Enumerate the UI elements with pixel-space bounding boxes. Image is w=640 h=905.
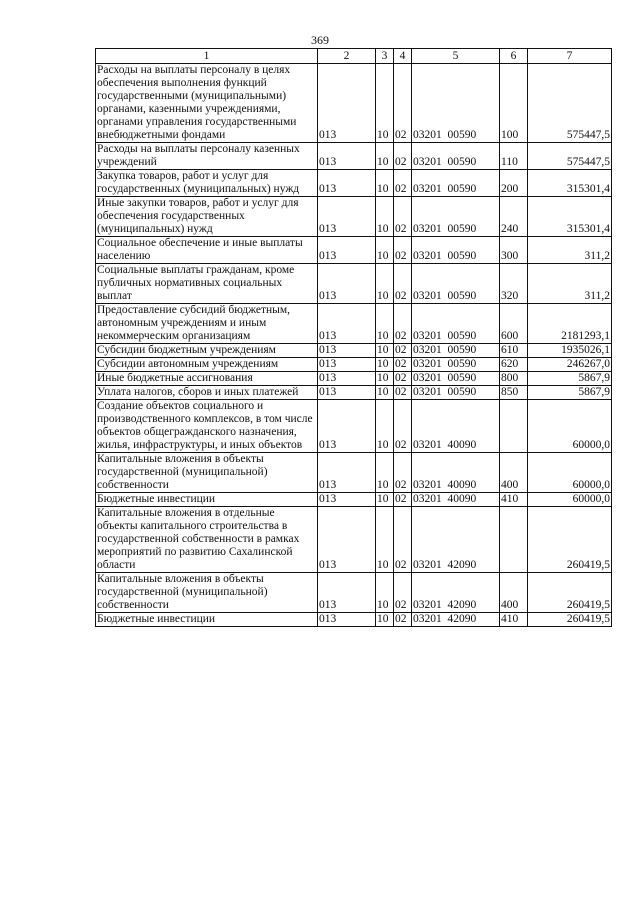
- row-name: Капитальные вложения в объекты государственной (муниципальной) собственности: [96, 573, 318, 613]
- subsection-code: 02: [394, 64, 412, 143]
- page-number: 369: [311, 33, 329, 47]
- target-article-code: 03201 40090: [412, 453, 500, 493]
- expense-type-code: 410: [500, 613, 528, 627]
- amount: 5867,9: [528, 386, 612, 400]
- table-row: [96, 64, 612, 143]
- subsection-code: 02: [394, 197, 412, 237]
- row-name: Расходы на выплаты персоналу в целях обеспечения выполнения функций государственными (муниципальными) органами, казенными учреждениями, органами управления государственными внебюджетными фондами: [96, 64, 318, 143]
- amount: 311,2: [528, 237, 612, 264]
- section-code: 10: [376, 304, 394, 344]
- amount: 2181293,1: [528, 304, 612, 344]
- ministry-code: 013: [318, 64, 376, 143]
- ministry-code: 013: [318, 372, 376, 386]
- ministry-code: 013: [318, 197, 376, 237]
- table-row: [96, 237, 612, 264]
- subsection-code: 02: [394, 237, 412, 264]
- target-article-code: 03201 00590: [412, 372, 500, 386]
- amount: 315301,4: [528, 197, 612, 237]
- target-article-code: 03201 00590: [412, 304, 500, 344]
- amount: 260419,5: [528, 507, 612, 573]
- row-name: Создание объектов социального и производственного комплексов, в том числе объектов общегражданского назначения, жилья, инфраструктуры, и иных объектов: [96, 400, 318, 453]
- ministry-code: 013: [318, 493, 376, 507]
- amount: 246267,0: [528, 358, 612, 372]
- section-code: 10: [376, 386, 394, 400]
- target-article-code: 03201 00590: [412, 237, 500, 264]
- table-row: [96, 372, 612, 386]
- section-code: 10: [376, 372, 394, 386]
- ministry-code: 013: [318, 386, 376, 400]
- section-code: 10: [376, 453, 394, 493]
- subsection-code: 02: [394, 143, 412, 170]
- row-name: Бюджетные инвестиции: [96, 613, 318, 627]
- amount: 260419,5: [528, 573, 612, 613]
- target-article-code: 03201 00590: [412, 197, 500, 237]
- ministry-code: 013: [318, 453, 376, 493]
- table-row: [96, 264, 612, 304]
- table-row: [96, 143, 612, 170]
- row-name: Иные бюджетные ассигнования: [96, 372, 318, 386]
- expense-type-code: [500, 507, 528, 573]
- amount: 575447,5: [528, 64, 612, 143]
- table-row: [96, 613, 612, 627]
- expense-type-code: 610: [500, 344, 528, 358]
- expense-type-code: 800: [500, 372, 528, 386]
- section-code: 10: [376, 358, 394, 372]
- section-code: 10: [376, 573, 394, 613]
- expense-type-code: 850: [500, 386, 528, 400]
- row-name: Бюджетные инвестиции: [96, 493, 318, 507]
- row-name: Уплата налогов, сборов и иных платежей: [96, 386, 318, 400]
- row-name: Социальное обеспечение и иные выплаты населению: [96, 237, 318, 264]
- table-row: [96, 453, 612, 493]
- row-name: Капитальные вложения в объекты государственной (муниципальной) собственности: [96, 453, 318, 493]
- amount: 60000,0: [528, 453, 612, 493]
- column-header: 1: [96, 49, 318, 64]
- section-code: 10: [376, 493, 394, 507]
- expense-type-code: 410: [500, 493, 528, 507]
- section-code: 10: [376, 264, 394, 304]
- target-article-code: 03201 00590: [412, 64, 500, 143]
- table-row: [96, 358, 612, 372]
- section-code: 10: [376, 344, 394, 358]
- expense-type-code: 620: [500, 358, 528, 372]
- ministry-code: 013: [318, 344, 376, 358]
- table-row: [96, 170, 612, 197]
- row-name: Закупка товаров, работ и услуг для государственных (муниципальных) нужд: [96, 170, 318, 197]
- target-article-code: 03201 00590: [412, 264, 500, 304]
- section-code: 10: [376, 507, 394, 573]
- subsection-code: 02: [394, 573, 412, 613]
- ministry-code: 013: [318, 237, 376, 264]
- target-article-code: 03201 00590: [412, 386, 500, 400]
- row-name: Субсидии бюджетным учреждениям: [96, 344, 318, 358]
- target-article-code: 03201 42090: [412, 613, 500, 627]
- row-name: Социальные выплаты гражданам, кроме публичных нормативных социальных выплат: [96, 264, 318, 304]
- ministry-code: 013: [318, 170, 376, 197]
- expense-type-code: 300: [500, 237, 528, 264]
- amount: 60000,0: [528, 493, 612, 507]
- amount: 1935026,1: [528, 344, 612, 358]
- section-code: 10: [376, 237, 394, 264]
- row-name: Иные закупки товаров, работ и услуг для обеспечения государственных (муниципальных) нужд: [96, 197, 318, 237]
- target-article-code: 03201 00590: [412, 344, 500, 358]
- table-row: [96, 344, 612, 358]
- section-code: 10: [376, 143, 394, 170]
- amount: 315301,4: [528, 170, 612, 197]
- section-code: 10: [376, 613, 394, 627]
- subsection-code: 02: [394, 400, 412, 453]
- table-row: [96, 197, 612, 237]
- table-row: [96, 493, 612, 507]
- amount: 5867,9: [528, 372, 612, 386]
- subsection-code: 02: [394, 304, 412, 344]
- subsection-code: 02: [394, 507, 412, 573]
- amount: 60000,0: [528, 400, 612, 453]
- table-row: [96, 304, 612, 344]
- table-row: [96, 386, 612, 400]
- ministry-code: 013: [318, 400, 376, 453]
- ministry-code: 013: [318, 264, 376, 304]
- expense-type-code: [500, 400, 528, 453]
- column-header: 4: [394, 49, 412, 64]
- column-header: 2: [318, 49, 376, 64]
- amount: 311,2: [528, 264, 612, 304]
- header-row: [96, 49, 612, 64]
- section-code: 10: [376, 400, 394, 453]
- column-header: 6: [500, 49, 528, 64]
- expense-type-code: 320: [500, 264, 528, 304]
- expense-type-code: 600: [500, 304, 528, 344]
- row-name: Предоставление субсидий бюджетным, автономным учреждениям и иным некоммерческим организациям: [96, 304, 318, 344]
- ministry-code: 013: [318, 304, 376, 344]
- column-header: 3: [376, 49, 394, 64]
- expense-type-code: 200: [500, 170, 528, 197]
- target-article-code: 03201 00590: [412, 143, 500, 170]
- expense-type-code: 400: [500, 573, 528, 613]
- ministry-code: 013: [318, 143, 376, 170]
- column-header: 5: [412, 49, 500, 64]
- subsection-code: 02: [394, 372, 412, 386]
- expense-type-code: 110: [500, 143, 528, 170]
- subsection-code: 02: [394, 344, 412, 358]
- expense-type-code: 100: [500, 64, 528, 143]
- section-code: 10: [376, 170, 394, 197]
- target-article-code: 03201 00590: [412, 358, 500, 372]
- amount: 260419,5: [528, 613, 612, 627]
- target-article-code: 03201 42090: [412, 573, 500, 613]
- subsection-code: 02: [394, 358, 412, 372]
- ministry-code: 013: [318, 613, 376, 627]
- target-article-code: 03201 00590: [412, 170, 500, 197]
- section-code: 10: [376, 64, 394, 143]
- expense-type-code: 240: [500, 197, 528, 237]
- section-code: 10: [376, 197, 394, 237]
- target-article-code: 03201 40090: [412, 493, 500, 507]
- expense-type-code: 400: [500, 453, 528, 493]
- subsection-code: 02: [394, 613, 412, 627]
- ministry-code: 013: [318, 573, 376, 613]
- target-article-code: 03201 42090: [412, 507, 500, 573]
- ministry-code: 013: [318, 358, 376, 372]
- column-header: 7: [528, 49, 612, 64]
- subsection-code: 02: [394, 264, 412, 304]
- subsection-code: 02: [394, 170, 412, 197]
- budget-table: [95, 48, 612, 627]
- table-row: [96, 507, 612, 573]
- row-name: Субсидии автономным учреждениям: [96, 358, 318, 372]
- subsection-code: 02: [394, 386, 412, 400]
- subsection-code: 02: [394, 493, 412, 507]
- amount: 575447,5: [528, 143, 612, 170]
- table-row: [96, 573, 612, 613]
- table-row: [96, 400, 612, 453]
- table-body: [96, 64, 612, 627]
- subsection-code: 02: [394, 453, 412, 493]
- ministry-code: 013: [318, 507, 376, 573]
- row-name: Капитальные вложения в отдельные объекты капитального строительства в государственной собственности в рамках мероприятий по развитию Сахалинской области: [96, 507, 318, 573]
- target-article-code: 03201 40090: [412, 400, 500, 453]
- row-name: Расходы на выплаты персоналу казенных учреждений: [96, 143, 318, 170]
